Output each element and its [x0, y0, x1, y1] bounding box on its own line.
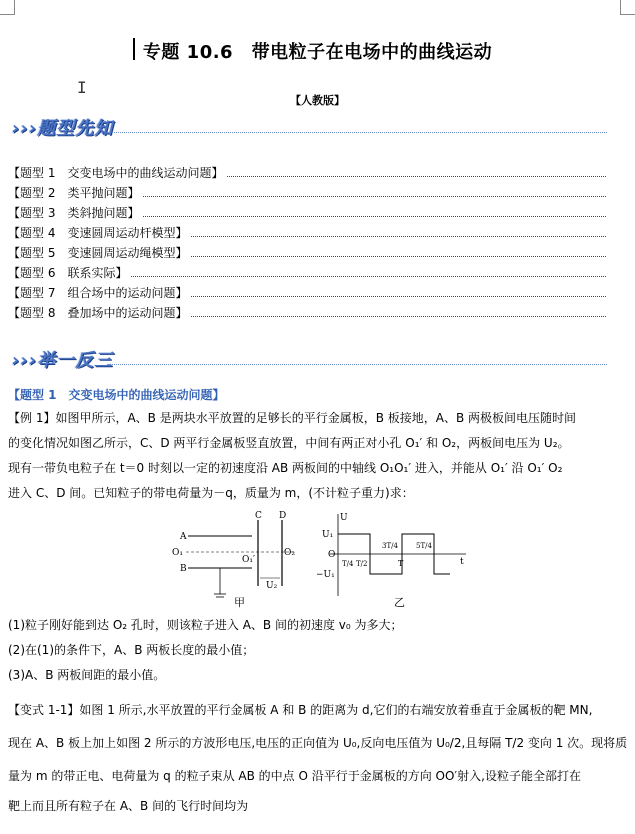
document-title: 专题 10.6 带电粒子在电场中的曲线运动 [142, 42, 493, 63]
banner-divider [107, 364, 607, 365]
label-u1: U₁ [322, 530, 334, 540]
label-o: O [328, 550, 336, 560]
tick-5t4: 5T/4 [416, 542, 432, 550]
caption-left: 甲 [234, 596, 245, 608]
question-2: (2)在(1)的条件下，A、B 两板长度的最小值； [8, 643, 255, 657]
caption-right: 乙 [394, 596, 405, 608]
section-heading: 【题型 1 交变电场中的曲线运动问题】 [8, 388, 225, 402]
label-u: U [340, 513, 348, 523]
toc-item[interactable] [8, 202, 608, 221]
label-t: t [460, 557, 464, 567]
toc-item-label: 【题型 1 交变电场中的曲线运动问题】 [8, 166, 224, 180]
label-a: A [180, 532, 187, 542]
ibeam-cursor-icon: I [77, 78, 87, 97]
question-1: (1)粒子刚好能到达 O₂ 孔时，则该粒子进入 A、B 间的初速度 v₀ 为多大； [8, 618, 403, 632]
question-3: (3)A、B 两板间距的最小值。 [8, 668, 166, 682]
tick-t: T [398, 559, 404, 568]
banner-title: 题型先知 [37, 118, 114, 139]
toc-leader [191, 296, 606, 297]
toc-item-label: 【题型 3 类斜抛问题】 [8, 206, 140, 220]
label-o1p: O₁′ [242, 555, 256, 565]
label-u2: U₂ [266, 581, 278, 591]
toc-item-label: 【题型 5 变速圆周运动绳模型】 [8, 246, 188, 260]
example-text-line: 进入 C、D 间。已知粒子的带电荷量为－q，质量为 m，(不计粒子重力)求： [8, 486, 414, 500]
page-corner-mark [620, 0, 635, 15]
label-neg-u1: −U₁ [316, 570, 335, 580]
banner-title: 举一反三 [37, 350, 114, 371]
tick-t4: T/4 [342, 560, 354, 568]
label-b: B [180, 564, 187, 574]
toc-item-label: 【题型 6 联系实际】 [8, 266, 128, 280]
label-o1: O₁ [172, 548, 183, 558]
label-d: D [279, 511, 287, 521]
toc-leader [191, 236, 606, 237]
variant-text-line: 量为 m 的带正电、电荷量为 q 的粒子束从 AB 的中点 O 沿平行于金属板的方向 OO′射入,设粒子能全部打在 [8, 769, 581, 783]
tick-t2: T/2 [356, 560, 368, 568]
example-text-line: 【例 1】如图甲所示，A、B 是两块水平放置的足够长的平行金属板，B 板接地，A、B 两极板间电压随时间 [8, 411, 577, 425]
banner-arrows-icon: ››› [12, 118, 38, 139]
toc-leader [131, 276, 606, 277]
toc-item-label: 【题型 2 类平抛问题】 [8, 186, 140, 200]
variant-text-line: 靶上而且所有粒子在 A、B 间的飞行时间均为 [8, 799, 249, 813]
section-banner-examples [12, 346, 607, 370]
example-text-line: 的变化情况如图乙所示，C、D 两平行金属板竖直放置，中间有两正对小孔 O₁′ 和 O₂，两板间电压为 U₂。 [8, 436, 570, 450]
figure-diagrams [170, 508, 470, 608]
toc-item-label: 【题型 8 叠加场中的运动问题】 [8, 306, 188, 320]
toc-leader [227, 176, 606, 177]
label-o2: O₂ [284, 548, 295, 558]
toc-item[interactable] [8, 282, 608, 301]
toc-item-label: 【题型 7 组合场中的运动问题】 [8, 286, 188, 300]
toc-item[interactable] [8, 182, 608, 201]
toc-item[interactable] [8, 262, 608, 281]
toc-item[interactable] [8, 222, 608, 241]
variant-text-line: 现在 A、B 板上加上如图 2 所示的方波形电压,电压的正向值为 U₀,反向电压值为 U₀/2,且每隔 T/2 变向 1 次。现将质 [8, 736, 628, 750]
toc-leader [191, 316, 606, 317]
toc-item[interactable] [8, 162, 608, 181]
tick-3t4: 3T/4 [382, 542, 398, 550]
section-banner-question-types [12, 114, 607, 138]
toc-leader [143, 216, 606, 217]
toc-item[interactable] [8, 242, 608, 261]
page-corner-mark [0, 0, 15, 15]
banner-divider [107, 132, 607, 133]
banner-arrows-icon: ››› [12, 350, 38, 371]
toc-leader [143, 196, 606, 197]
variant-text-line: 【变式 1-1】如图 1 所示,水平放置的平行金属板 A 和 B 的距离为 d,它们的右端安放着垂直于金属板的靶 MN, [8, 703, 593, 717]
example-text-line: 现有一带负电粒子在 t＝0 时刻以一定的初速度沿 AB 两板间的中轴线 O₁O₁′ 进入，并能从 O₁′ 沿 O₁′ O₂ [8, 461, 563, 475]
toc-item[interactable] [8, 302, 608, 321]
edition-label: 【人教版】 [290, 94, 345, 107]
label-c: C [255, 511, 262, 521]
toc-leader [191, 256, 606, 257]
toc-item-label: 【题型 4 变速圆周运动杆模型】 [8, 226, 188, 240]
